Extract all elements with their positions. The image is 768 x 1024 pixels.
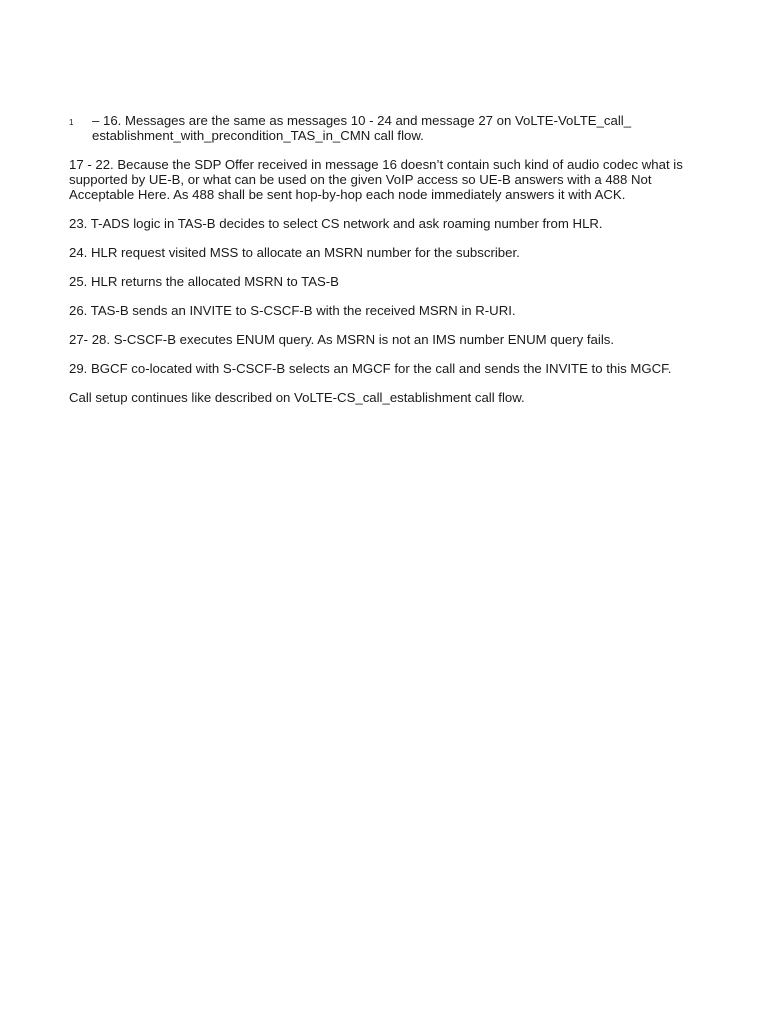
paragraph-messages-1-16 — [69, 113, 709, 143]
paragraph-call-setup: Call setup continues like described on VoLTE-CS_call_establishment call flow. — [69, 390, 525, 405]
paragraph-message-26: 26. TAS-B sends an INVITE to S-CSCF-B with the received MSRN in R-URI. — [69, 303, 516, 318]
paragraph-message-25: 25. HLR returns the allocated MSRN to TAS-B — [69, 274, 339, 289]
paragraph-messages-27-28: 27- 28. S-CSCF-B executes ENUM query. As MSRN is not an IMS number ENUM query fails. — [69, 332, 615, 347]
paragraph-line: – 16. Messages are the same as messages 10 - 24 and message 27 on VoLTE-VoLTE_call_ — [92, 113, 632, 128]
paragraph-message-23: 23. T-ADS logic in TAS-B decides to select CS network and ask roaming number from HLR. — [69, 216, 603, 231]
document-page — [69, 113, 709, 419]
paragraph-message-29: 29. BGCF co-located with S-CSCF-B selects an MGCF for the call and sends the INVITE to this MGCF. — [69, 361, 672, 376]
paragraph-text — [92, 113, 709, 143]
paragraph-messages-17-22: 17 - 22. Because the SDP Offer received in message 16 doesn’t contain such kind of audio codec what is supported by UE-B, or what can be used on the given VoIP access so UE-B answers with a 488 Not Acceptable Here. As 488 shall be sent hop-by-hop each node immediately answers it with ACK. — [69, 157, 683, 202]
paragraph-message-24: 24. HLR request visited MSS to allocate an MSRN number for the subscriber. — [69, 245, 520, 260]
paragraph-line: establishment_with_precondition_TAS_in_CMN call flow. — [92, 128, 424, 143]
list-number: 1 — [69, 118, 74, 127]
